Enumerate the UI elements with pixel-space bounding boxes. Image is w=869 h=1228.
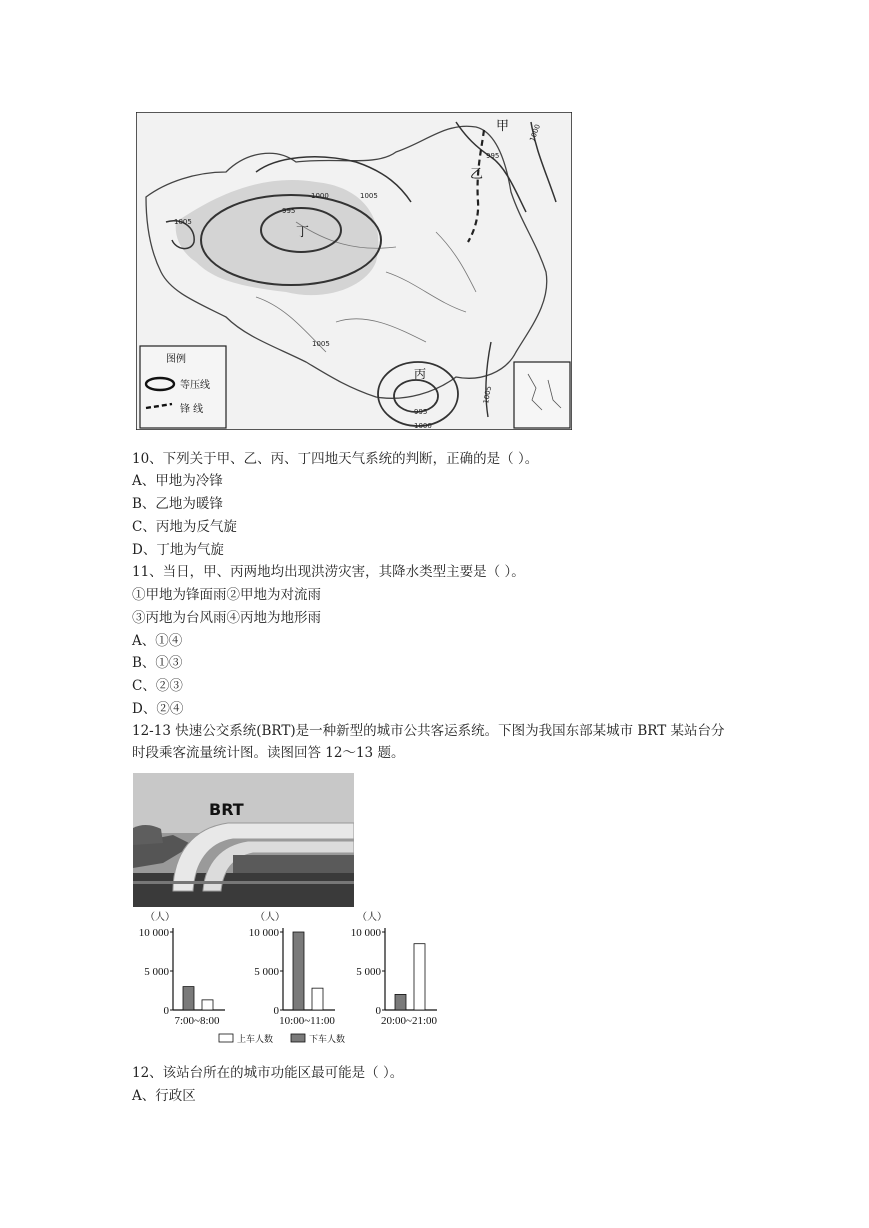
weather-map — [136, 112, 572, 430]
legend-boarding-swatch — [219, 1034, 233, 1042]
brt-sign: BRT — [209, 800, 244, 819]
isobar-label-995-ding: 995 — [282, 207, 296, 215]
q10-option-b: B、乙地为暖锋 — [132, 496, 223, 512]
chart-y-tick-label: 10 000 — [350, 927, 381, 939]
bar-alighting — [293, 932, 304, 1010]
legend-alighting-swatch — [291, 1034, 305, 1042]
chart-y-tick-label: 0 — [163, 1005, 169, 1017]
q10-option-c: C、丙地为反气旋 — [132, 519, 237, 535]
q11-option-d: D、②④ — [132, 701, 184, 717]
q11-option-b: B、①③ — [132, 655, 183, 671]
q11-option-a: A、①④ — [132, 633, 183, 649]
chart-ylabel: （人） — [145, 912, 175, 923]
isobar-label-1005-south: 1005 — [312, 340, 330, 348]
chart-y-tick-label: 0 — [375, 1005, 381, 1017]
bar-boarding — [414, 944, 425, 1010]
q11-stem: 11、当日，甲、丙两地均出现洪涝灾害，其降水类型主要是（ ）。 — [132, 564, 525, 580]
bar-alighting — [183, 987, 194, 1010]
chart-ylabel: （人） — [357, 912, 387, 923]
bar-boarding — [312, 988, 323, 1010]
isobar-label-1005-west: 1005 — [174, 218, 192, 226]
label-yi: 乙 — [470, 167, 484, 182]
isobar-label-1005-north: 1005 — [360, 192, 378, 200]
label-ding: 丁 — [296, 225, 310, 240]
map-legend — [140, 346, 226, 428]
q11-option-c: C、②③ — [132, 678, 183, 694]
isobar-label-1000-ne: 1000 — [528, 123, 542, 143]
q10-option-a: A、甲地为冷锋 — [132, 473, 223, 489]
label-bing: 丙 — [414, 367, 427, 381]
label-jia: 甲 — [496, 119, 510, 134]
chart-y-tick-label: 5 000 — [356, 966, 381, 978]
legend-isobar: 等压线 — [180, 380, 210, 391]
bar-boarding — [202, 1000, 213, 1010]
q12-13-intro: 12-13 快速公交系统(BRT)是一种新型的城市公共客运系统。下图为我国东部某城市 BRT 某站台分时段乘客流量统计图。读图回答 12～13 题。 — [132, 723, 725, 761]
q11-statement-1: ①甲地为锋面雨②甲地为对流雨 — [132, 587, 321, 603]
chart-category-label: 10:00~11:00 — [279, 1015, 335, 1027]
legend-boarding-label: 上车人数 — [237, 1034, 274, 1044]
chart-category-label: 20:00~21:00 — [380, 1015, 438, 1027]
chart-y-tick-label: 5 000 — [144, 966, 169, 978]
chart-category-label: 7:00~8:00 — [174, 1015, 220, 1027]
legend-front: 锋 线 — [180, 404, 204, 415]
isobar-label-1000-center: 1000 — [311, 192, 329, 200]
q11-statement-2: ③丙地为台风雨④丙地为地形雨 — [132, 610, 321, 626]
brt-passenger-flow-chart — [133, 910, 445, 1050]
legend-alighting-label: 下车人数 — [309, 1034, 346, 1044]
chart-ylabel: （人） — [255, 912, 285, 923]
legend-title: 图例 — [166, 354, 186, 365]
isobar-label-995-bing: 995 — [414, 408, 428, 416]
chart-y-tick-label: 10 000 — [248, 927, 279, 939]
chart-y-tick-label: 5 000 — [254, 966, 279, 978]
brt-station-photo — [133, 773, 354, 907]
bar-alighting — [395, 994, 406, 1010]
isobar-label-1005-east: 1005 — [482, 385, 494, 405]
q12-stem: 12、该站台所在的城市功能区最可能是（ ）。 — [132, 1065, 404, 1081]
south-sea-inset — [514, 362, 570, 428]
chart-y-tick-label: 0 — [273, 1005, 279, 1017]
chart-y-tick-label: 10 000 — [138, 927, 169, 939]
isobar-label-995-jia: 995 — [486, 152, 500, 160]
q10-option-d: D、丁地为气旋 — [132, 542, 224, 558]
isobar-label-1000-bing: 1000 — [414, 422, 432, 430]
q10-stem: 10、下列关于甲、乙、丙、丁四地天气系统的判断，正确的是（ ）。 — [132, 451, 539, 467]
q12-option-a: A、行政区 — [132, 1088, 196, 1104]
